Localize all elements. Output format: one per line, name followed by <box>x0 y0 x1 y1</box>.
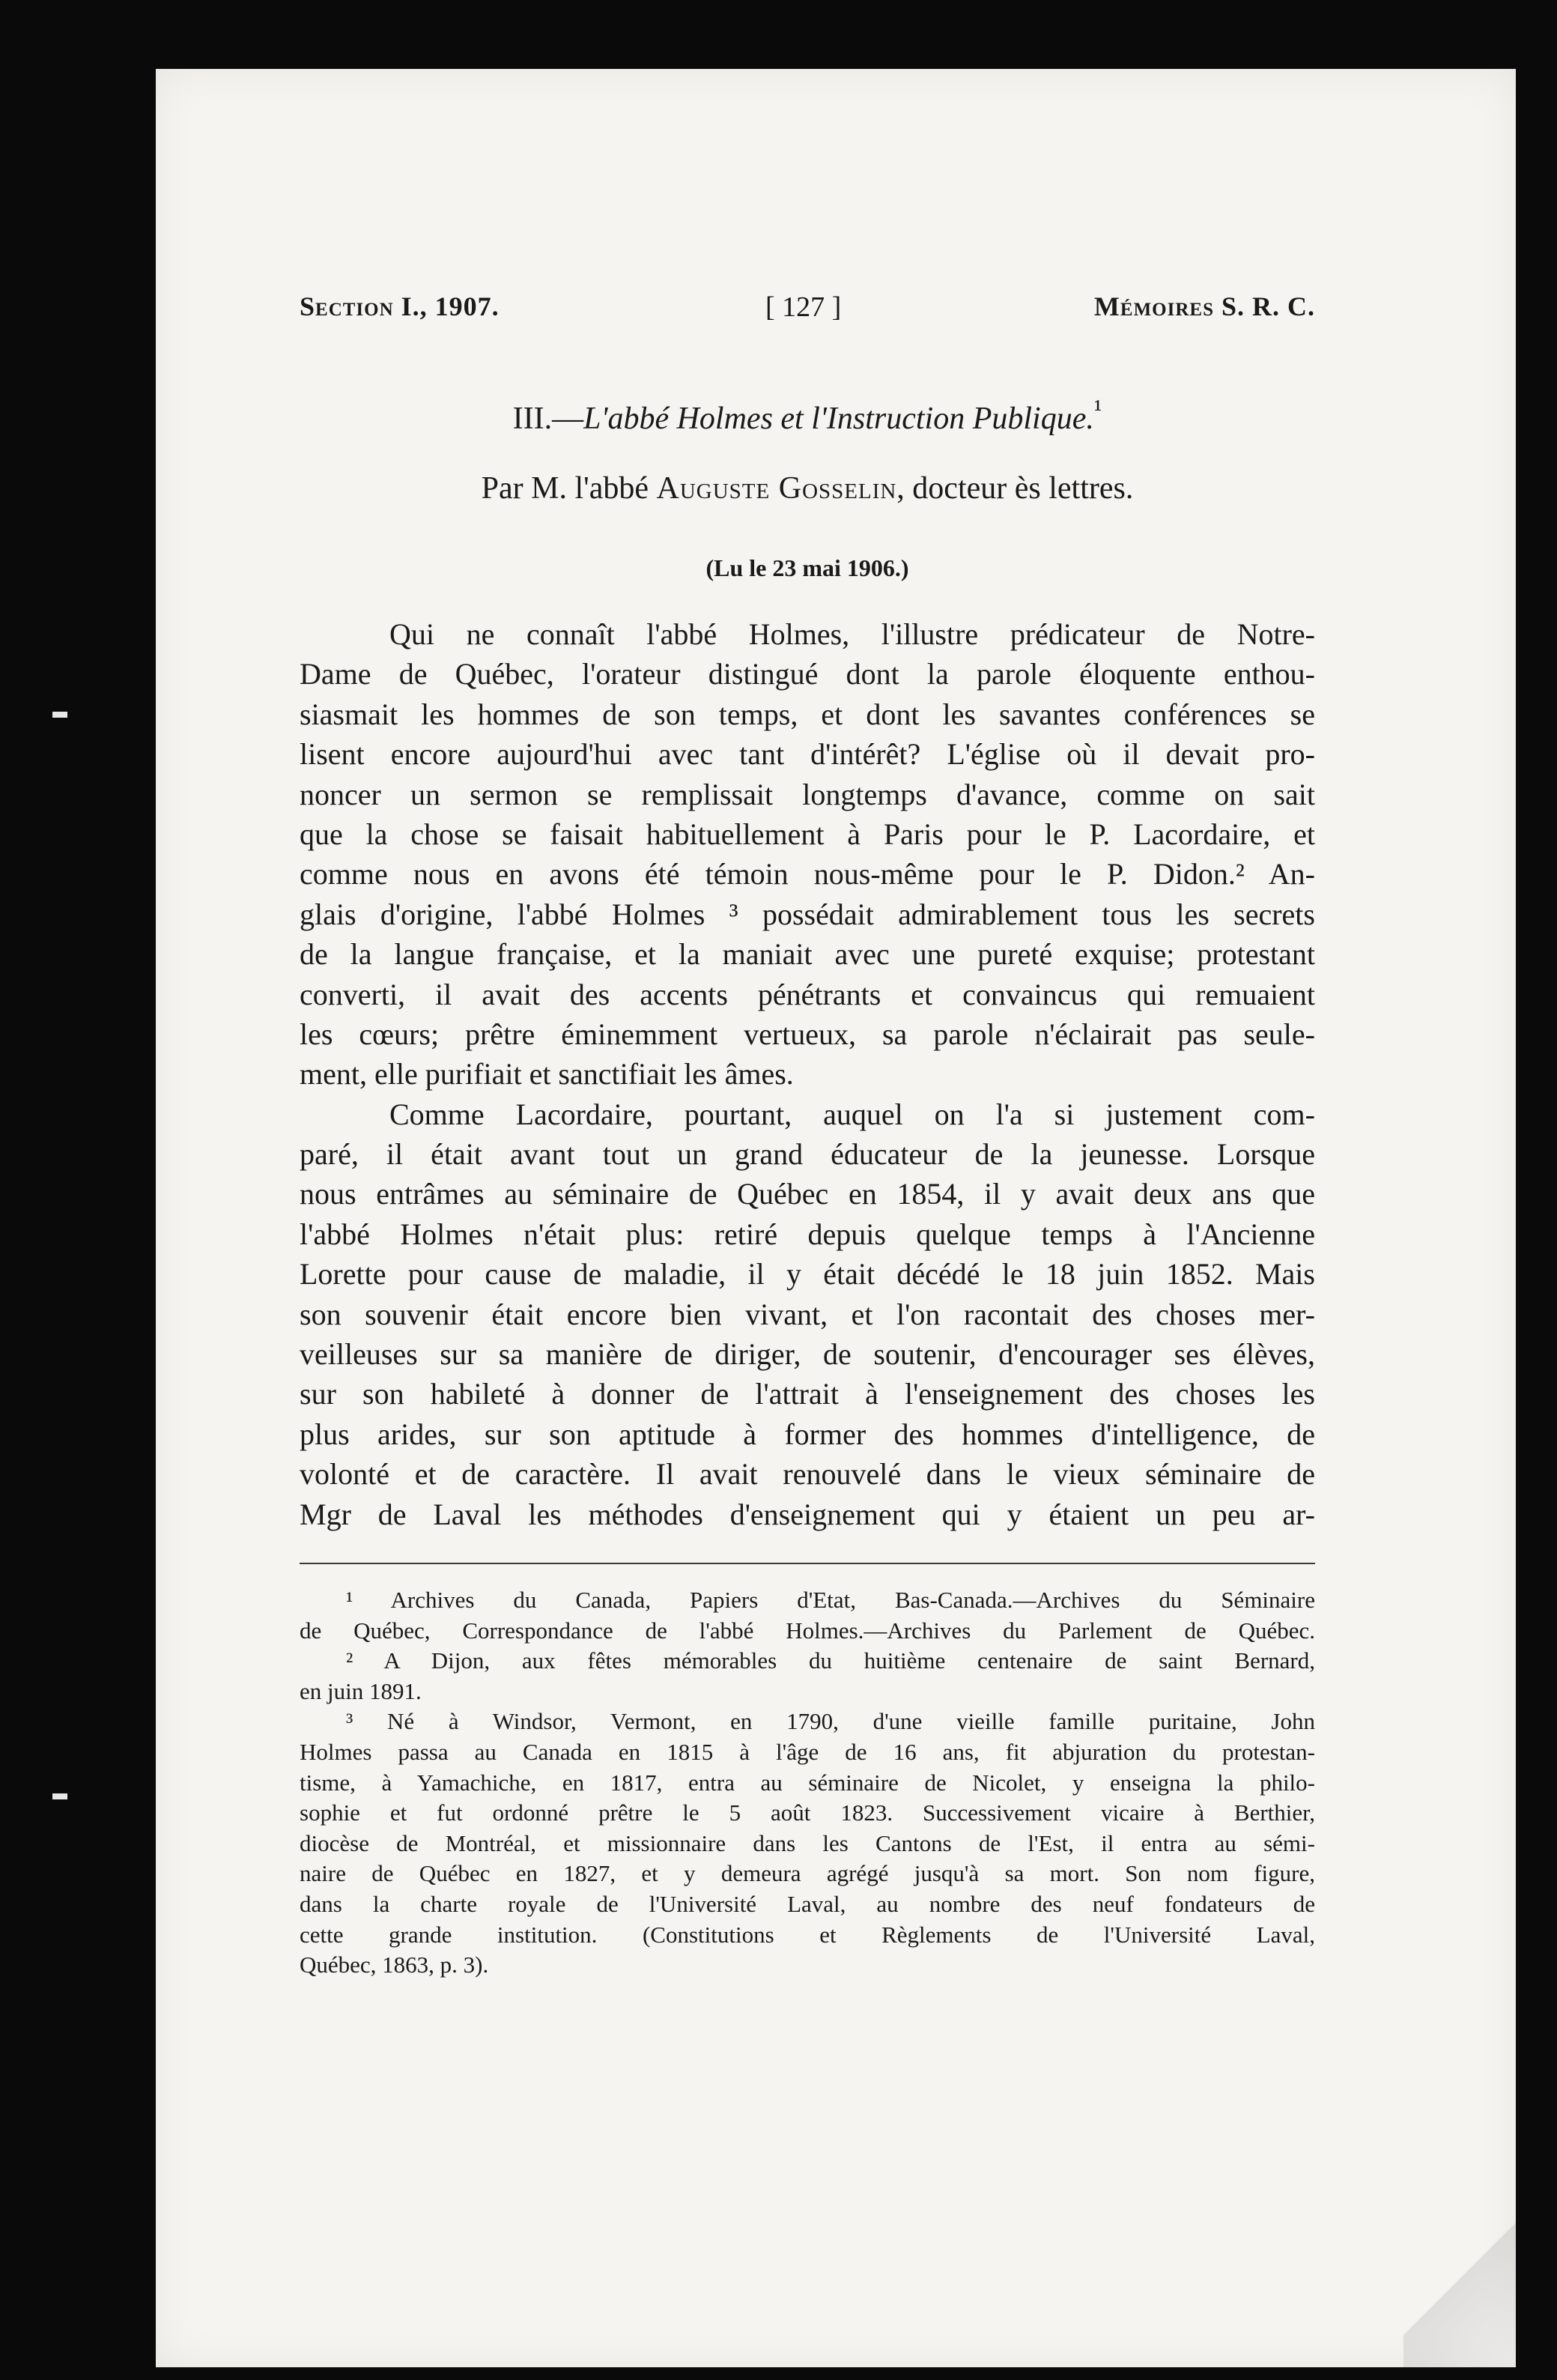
page-corner-fold <box>1403 2187 1516 2367</box>
body-line: l'abbé Holmes n'était plus: retiré depuis quelque temps à l'Ancienne <box>300 1217 1315 1251</box>
footnote-line: dans la charte royale de l'Université Laval, au nombre des neuf fondateurs de <box>300 1890 1315 1917</box>
body-line: siasmait les hommes de son temps, et dont les savantes conférences se <box>300 697 1315 731</box>
body-line: ment, elle purifiait et sanctifiait les âmes. <box>300 1057 794 1091</box>
body-line: veilleuses sur sa manière de diriger, de soutenir, d'encourager ses élèves, <box>300 1337 1315 1372</box>
scan-edge-mark <box>52 712 67 718</box>
footnote-line: tisme, à Yamachiche, en 1817, entra au séminaire de Nicolet, y enseigna la philo- <box>300 1769 1315 1796</box>
footnote-line: ¹ Archives du Canada, Papiers d'Etat, Bas-Canada.—Archives du Séminaire <box>346 1587 1315 1613</box>
body-line: que la chose se faisait habituellement à Paris pour le P. Lacordaire, et <box>300 817 1315 851</box>
footnote-line: Québec, 1863, p. 3). <box>300 1951 489 1978</box>
title-text: L'abbé Holmes et l'Instruction Publique. <box>583 402 1094 436</box>
running-header <box>300 291 1315 336</box>
footnotes <box>300 1585 1315 1981</box>
footnote-line: diocèse de Montréal, et missionnaire dans les Cantons de l'Est, il entra au sémi- <box>300 1829 1315 1856</box>
page-number: [ 127 ] <box>765 291 842 323</box>
body-line: lisent encore aujourd'hui avec tant d'intérêt? L'église où il devait pro- <box>300 737 1315 772</box>
footnote-line: Holmes passa au Canada en 1815 à l'âge de 16 ans, fit abjuration du protestan- <box>300 1738 1315 1765</box>
scan-edge-mark <box>52 1793 67 1799</box>
body-line: nous entrâmes au séminaire de Québec en 1854, il y avait deux ans que <box>300 1177 1315 1211</box>
footnote-separator <box>300 1563 1315 1564</box>
body-line: glais d'origine, l'abbé Holmes ³ possédait admirablement tous les secrets <box>300 897 1315 931</box>
body-line: noncer un sermon se remplissait longtemps d'avance, comme on sait <box>300 777 1315 811</box>
footnote-line: en juin 1891. <box>300 1677 422 1704</box>
body-line: plus arides, sur son aptitude à former des hommes d'intelligence, de <box>300 1417 1315 1451</box>
body-line: de la langue française, et la maniait avec une pureté exquise; protestant <box>300 937 1315 972</box>
body-line: Comme Lacordaire, pourtant, auquel on l'a si justement com- <box>389 1097 1315 1131</box>
body-line: comme nous en avons été témoin nous-même pour le P. Didon.² An- <box>300 857 1315 891</box>
footnote-line: naire de Québec en 1827, et y demeura agrégé jusqu'à sa mort. Son nom figure, <box>300 1860 1315 1887</box>
footnote-line: de Québec, Correspondance de l'abbé Holmes.—Archives du Parlement de Québec. <box>300 1617 1315 1644</box>
body-text <box>300 614 1315 1534</box>
body-line: son souvenir était encore bien vivant, et l'on racontait des choses mer- <box>300 1297 1315 1331</box>
author-name: Auguste Gosselin <box>656 471 897 506</box>
footnote-line: ² A Dijon, aux fêtes mémorables du huitième centenaire de saint Bernard, <box>346 1647 1315 1674</box>
body-line: sur son habileté à donner de l'attrait à l'enseignement des choses les <box>300 1377 1315 1411</box>
article-title <box>300 394 1315 437</box>
header-section: Section I., 1907. <box>300 291 500 321</box>
body-line: Qui ne connaît l'abbé Holmes, l'illustre prédicateur de Notre- <box>389 617 1315 651</box>
body-line: volonté et de caractère. Il avait renouvelé dans le vieux séminaire de <box>300 1457 1315 1492</box>
byline-prefix: Par M. l'abbé <box>481 471 657 506</box>
byline <box>300 470 1315 506</box>
read-date-note: (Lu le 23 mai 1906.) <box>705 554 909 581</box>
footnote-line: ³ Né à Windsor, Vermont, en 1790, d'une vieille famille puritaine, John <box>346 1708 1315 1735</box>
byline-suffix: , docteur ès lettres. <box>896 471 1134 506</box>
body-line: paré, il était avant tout un grand éducateur de la jeunesse. Lorsque <box>300 1137 1315 1172</box>
body-line: Lorette pour cause de maladie, il y était décédé le 18 juin 1852. Mais <box>300 1257 1315 1292</box>
title-numeral: III.— <box>512 402 584 436</box>
body-line: les cœurs; prêtre éminemment vertueux, sa parole n'éclairait pas seule- <box>300 1017 1315 1051</box>
footnote-line: cette grande institution. (Constitutions et Règlements de l'Université Laval, <box>300 1921 1315 1948</box>
header-journal: Mémoires S. R. C. <box>1093 291 1315 321</box>
body-line: converti, il avait des accents pénétrants et convaincus qui remuaient <box>300 977 1315 1011</box>
body-line: Dame de Québec, l'orateur distingué dont la parole éloquente enthou- <box>300 657 1315 691</box>
title-footnote-ref: ¹ <box>1093 394 1102 423</box>
body-line: Mgr de Laval les méthodes d'enseignement qui y étaient un peu ar- <box>300 1497 1315 1531</box>
footnote-line: sophie et fut ordonné prêtre le 5 août 1823. Successivement vicaire à Berthier, <box>300 1799 1315 1826</box>
